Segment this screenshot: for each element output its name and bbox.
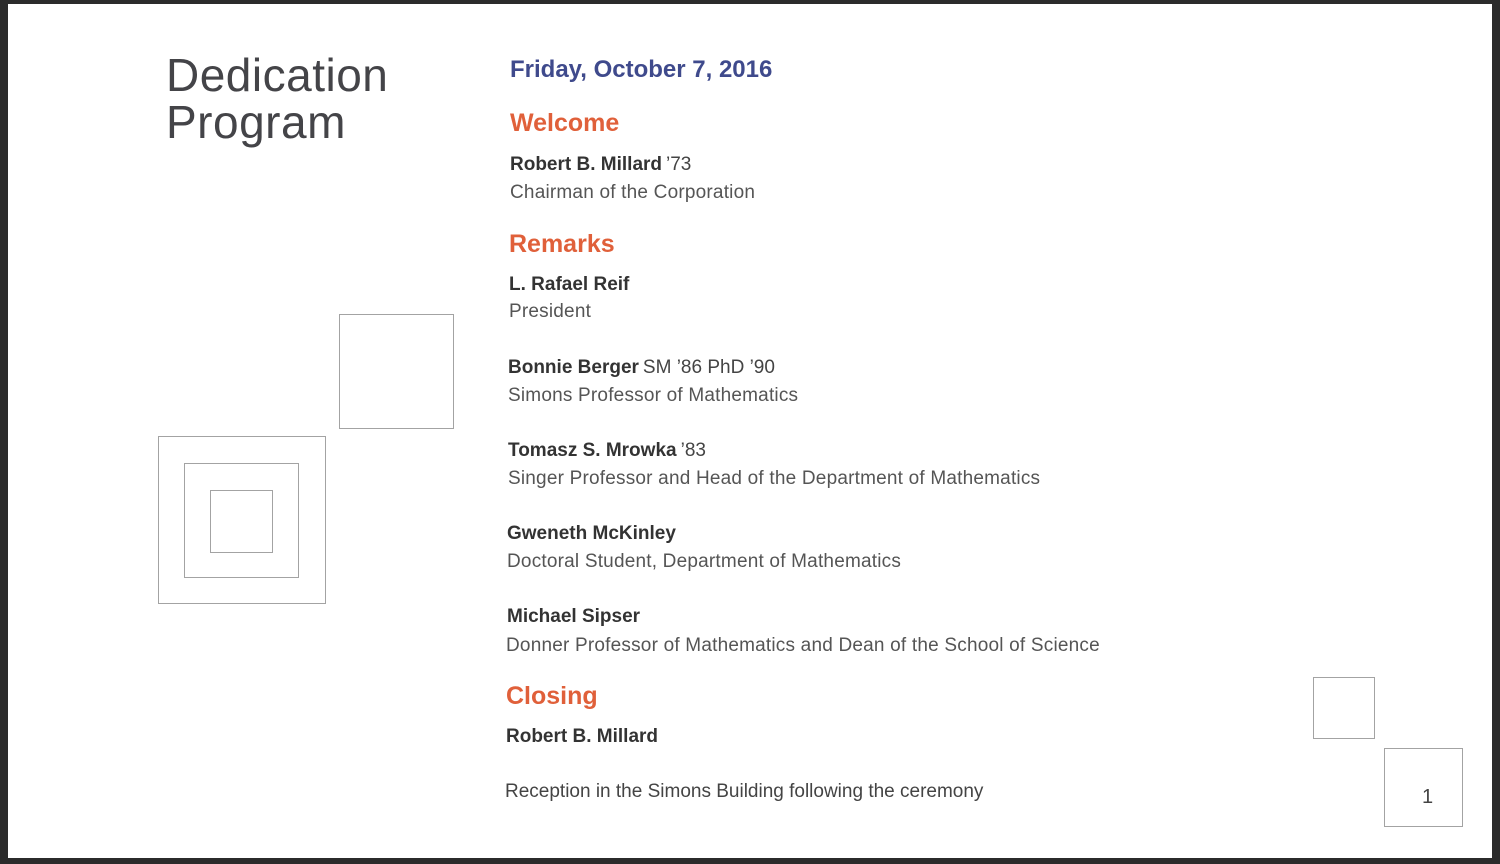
speaker-class-year: ’73 (666, 154, 692, 175)
decor-square-right-small (1313, 677, 1375, 739)
decor-square-top (339, 314, 454, 429)
title-line-1: Dedication (166, 49, 389, 101)
speaker-name-text: Gweneth McKinley (507, 523, 676, 544)
speaker-name-text: Robert B. Millard (510, 154, 663, 175)
speaker-name (508, 440, 706, 462)
speaker-name-text: Robert B. Millard (506, 726, 659, 747)
speaker-name-text: Tomasz S. Mrowka (508, 440, 677, 461)
reception-note: Reception in the Simons Building following the ceremony (505, 781, 984, 802)
speaker-class-year: ’83 (680, 440, 706, 461)
speaker-name-text: Michael Sipser (507, 606, 641, 627)
speaker-name-text: L. Rafael Reif (509, 274, 630, 295)
speaker-name (507, 523, 676, 545)
speaker-role: Simons Professor of Mathematics (508, 385, 799, 406)
title-line-2: Program (166, 96, 346, 148)
speaker-name (508, 357, 775, 379)
event-date: Friday, October 7, 2016 (510, 56, 773, 83)
speaker-role: President (509, 301, 592, 322)
speaker-role: Singer Professor and Head of the Department of Mathematics (508, 468, 1041, 489)
speaker-degrees: SM ’86 PhD ’90 (642, 357, 775, 378)
speaker-name (510, 154, 691, 176)
program-page (8, 4, 1492, 858)
decor-square-inner (210, 490, 273, 553)
page-number: 1 (1422, 786, 1434, 808)
speaker-name-text: Bonnie Berger (508, 357, 639, 378)
page-title (166, 49, 389, 148)
speaker-name (509, 274, 629, 296)
section-heading-closing: Closing (506, 682, 598, 710)
speaker-name (507, 606, 640, 628)
section-heading-welcome: Welcome (510, 109, 620, 137)
speaker-role: Doctoral Student, Department of Mathematics (507, 551, 902, 572)
speaker-role: Donner Professor of Mathematics and Dean of the School of Science (506, 635, 1100, 656)
speaker-name (506, 726, 658, 748)
speaker-role: Chairman of the Corporation (510, 182, 756, 203)
section-heading-remarks: Remarks (509, 230, 615, 258)
